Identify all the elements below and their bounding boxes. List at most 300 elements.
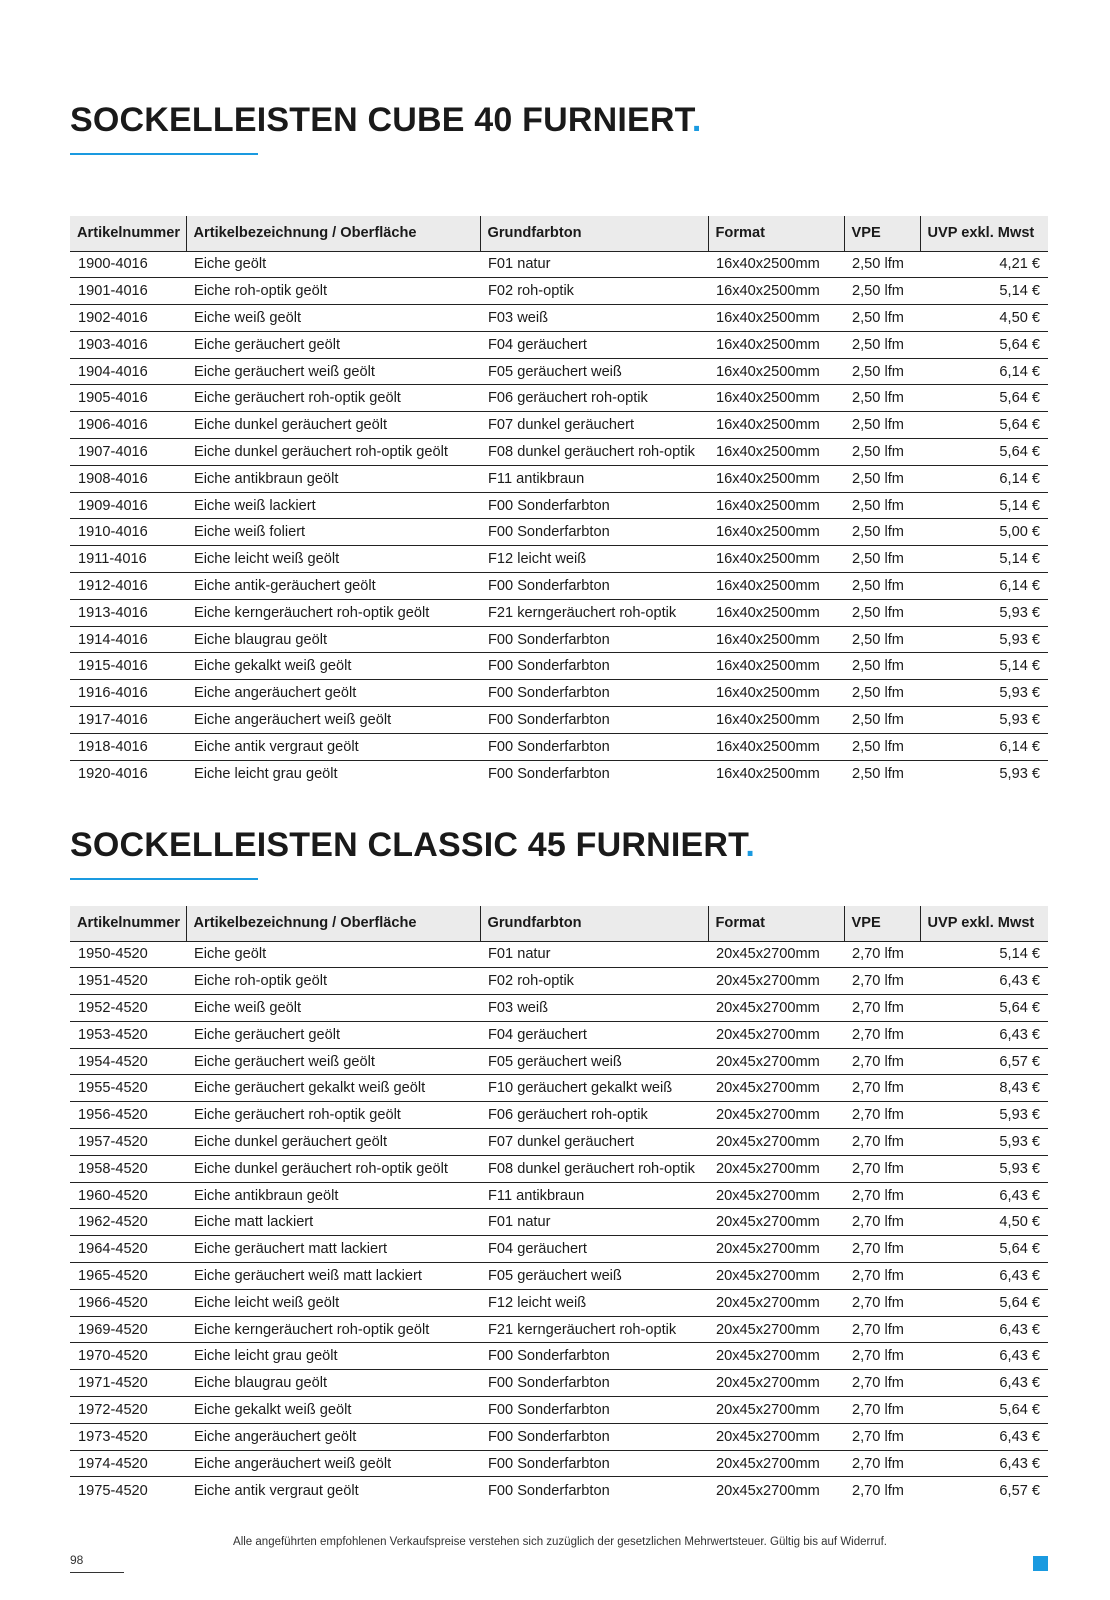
header-grundfarbton: Grundfarbton <box>480 906 708 941</box>
cell-uvp: 5,64 € <box>920 1289 1048 1316</box>
table-row <box>70 251 1048 278</box>
cell-format: 16x40x2500mm <box>708 680 844 707</box>
cell-format: 20x45x2700mm <box>708 1263 844 1290</box>
cell-artikelbezeichnung: Eiche antikbraun geölt <box>186 465 480 492</box>
table-row <box>70 995 1048 1022</box>
table-row <box>70 1209 1048 1236</box>
cell-artikelbezeichnung: Eiche geölt <box>186 251 480 278</box>
cell-vpe: 2,70 lfm <box>844 1155 920 1182</box>
header-grundfarbton: Grundfarbton <box>480 216 708 251</box>
cell-format: 16x40x2500mm <box>708 278 844 305</box>
table-row <box>70 519 1048 546</box>
cell-artikelnummer: 1974-4520 <box>70 1450 186 1477</box>
cell-format: 16x40x2500mm <box>708 519 844 546</box>
table-header-row <box>70 906 1048 941</box>
cell-artikelnummer: 1912-4016 <box>70 573 186 600</box>
cell-artikelnummer: 1969-4520 <box>70 1316 186 1343</box>
cell-grundfarbton: F06 geräuchert roh-optik <box>480 385 708 412</box>
cell-grundfarbton: F21 kerngeräuchert roh-optik <box>480 1316 708 1343</box>
cell-artikelnummer: 1909-4016 <box>70 492 186 519</box>
cell-vpe: 2,70 lfm <box>844 1397 920 1424</box>
table-row <box>70 1182 1048 1209</box>
table-header-row <box>70 216 1048 251</box>
cell-uvp: 5,93 € <box>920 707 1048 734</box>
cell-format: 20x45x2700mm <box>708 1102 844 1129</box>
cell-uvp: 5,64 € <box>920 439 1048 466</box>
cell-uvp: 5,64 € <box>920 1397 1048 1424</box>
cell-artikelnummer: 1960-4520 <box>70 1182 186 1209</box>
cell-format: 16x40x2500mm <box>708 546 844 573</box>
cell-format: 16x40x2500mm <box>708 251 844 278</box>
table-row <box>70 1477 1048 1504</box>
cell-grundfarbton: F06 geräuchert roh-optik <box>480 1102 708 1129</box>
cell-vpe: 2,70 lfm <box>844 941 920 968</box>
cell-uvp: 6,43 € <box>920 1450 1048 1477</box>
table-row <box>70 305 1048 332</box>
table-row <box>70 1316 1048 1343</box>
cell-uvp: 6,43 € <box>920 1021 1048 1048</box>
cell-grundfarbton: F03 weiß <box>480 305 708 332</box>
cell-artikelbezeichnung: Eiche geräuchert gekalkt weiß geölt <box>186 1075 480 1102</box>
cell-grundfarbton: F12 leicht weiß <box>480 1289 708 1316</box>
cell-uvp: 5,14 € <box>920 941 1048 968</box>
cell-format: 16x40x2500mm <box>708 573 844 600</box>
footer-note: Alle angeführten empfohlenen Verkaufspreise verstehen sich zuzüglich der gesetzlichen Mehrwertsteuer. Gültig bis auf Widerruf. <box>233 1536 887 1548</box>
cell-format: 16x40x2500mm <box>708 412 844 439</box>
cell-artikelnummer: 1973-4520 <box>70 1423 186 1450</box>
cell-grundfarbton: F07 dunkel geräuchert <box>480 1129 708 1156</box>
section-title-cube-40: SOCKELLEISTEN CUBE 40 FURNIERT. <box>70 101 702 139</box>
header-format: Format <box>708 906 844 941</box>
cell-vpe: 2,70 lfm <box>844 1075 920 1102</box>
cell-format: 20x45x2700mm <box>708 1075 844 1102</box>
cell-format: 20x45x2700mm <box>708 1289 844 1316</box>
cell-vpe: 2,50 lfm <box>844 519 920 546</box>
cell-grundfarbton: F03 weiß <box>480 995 708 1022</box>
table-row <box>70 707 1048 734</box>
cell-vpe: 2,70 lfm <box>844 1289 920 1316</box>
cell-artikelnummer: 1950-4520 <box>70 941 186 968</box>
cell-artikelnummer: 1917-4016 <box>70 707 186 734</box>
table-row <box>70 1021 1048 1048</box>
table-row <box>70 439 1048 466</box>
cell-grundfarbton: F10 geräuchert gekalkt weiß <box>480 1075 708 1102</box>
cell-uvp: 5,93 € <box>920 1102 1048 1129</box>
cell-artikelbezeichnung: Eiche geräuchert weiß geölt <box>186 358 480 385</box>
header-vpe: VPE <box>844 216 920 251</box>
cell-vpe: 2,70 lfm <box>852 1482 904 1499</box>
table-row <box>70 546 1048 573</box>
cell-grundfarbton: F00 Sonderfarbton <box>480 1397 708 1424</box>
cell-uvp: 6,43 € <box>920 968 1048 995</box>
cell-uvp: 6,14 € <box>920 358 1048 385</box>
cell-uvp: 6,43 € <box>920 1182 1048 1209</box>
cell-format: 20x45x2700mm <box>716 1482 820 1499</box>
cell-artikelbezeichnung: Eiche geölt <box>186 941 480 968</box>
cell-format: 20x45x2700mm <box>708 995 844 1022</box>
header-artikelnummer: Artikelnummer <box>70 216 186 251</box>
table-row <box>70 1343 1048 1370</box>
cell-vpe: 2,50 lfm <box>844 412 920 439</box>
cell-uvp: 6,14 € <box>920 465 1048 492</box>
cell-artikelnummer: 1954-4520 <box>70 1048 186 1075</box>
cell-vpe: 2,70 lfm <box>844 995 920 1022</box>
cell-format: 20x45x2700mm <box>708 1397 844 1424</box>
cell-artikelbezeichnung: Eiche angeräuchert geölt <box>186 1423 480 1450</box>
table-row <box>70 358 1048 385</box>
cell-grundfarbton: F02 roh-optik <box>480 278 708 305</box>
table-row <box>70 1423 1048 1450</box>
cell-uvp: 6,43 € <box>920 1263 1048 1290</box>
cell-artikelbezeichnung: Eiche geräuchert weiß geölt <box>186 1048 480 1075</box>
cell-format: 16x40x2500mm <box>708 305 844 332</box>
cell-artikelnummer: 1962-4520 <box>70 1209 186 1236</box>
cell-artikelbezeichnung: Eiche gekalkt weiß geölt <box>186 1397 480 1424</box>
cell-artikelbezeichnung: Eiche weiß geölt <box>186 995 480 1022</box>
cell-format: 16x40x2500mm <box>716 765 820 782</box>
cell-artikelbezeichnung: Eiche angeräuchert geölt <box>186 680 480 707</box>
cell-vpe: 2,50 lfm <box>844 465 920 492</box>
header-artikelnummer: Artikelnummer <box>70 906 186 941</box>
cell-artikelnummer: 1972-4520 <box>70 1397 186 1424</box>
cell-format: 20x45x2700mm <box>708 1182 844 1209</box>
cell-artikelnummer: 1916-4016 <box>70 680 186 707</box>
cell-vpe: 2,50 lfm <box>844 599 920 626</box>
header-vpe: VPE <box>844 906 920 941</box>
cell-grundfarbton: F04 geräuchert <box>480 1021 708 1048</box>
cell-uvp: 6,57 € <box>999 1482 1040 1499</box>
header-uvp: UVP exkl. Mwst <box>920 906 1048 941</box>
cell-artikelbezeichnung: Eiche antikbraun geölt <box>186 1182 480 1209</box>
cell-artikelnummer: 1918-4016 <box>70 733 186 760</box>
cell-artikelbezeichnung: Eiche dunkel geräuchert geölt <box>186 412 480 439</box>
table-row <box>70 626 1048 653</box>
cell-artikelnummer: 1955-4520 <box>70 1075 186 1102</box>
cell-uvp: 5,14 € <box>920 492 1048 519</box>
cell-grundfarbton: F00 Sonderfarbton <box>480 573 708 600</box>
cell-vpe: 2,50 lfm <box>844 546 920 573</box>
table-row <box>70 385 1048 412</box>
cell-vpe: 2,70 lfm <box>844 1021 920 1048</box>
cell-uvp: 5,93 € <box>920 599 1048 626</box>
cell-artikelnummer: 1958-4520 <box>70 1155 186 1182</box>
cell-artikelbezeichnung: Eiche antik vergraut geölt <box>186 733 480 760</box>
cell-artikelnummer: 1970-4520 <box>70 1343 186 1370</box>
cell-format: 16x40x2500mm <box>708 707 844 734</box>
cell-artikelnummer: 1975-4520 <box>78 1482 148 1499</box>
table-row <box>70 968 1048 995</box>
cell-format: 20x45x2700mm <box>708 1129 844 1156</box>
cell-vpe: 2,50 lfm <box>844 653 920 680</box>
cell-uvp: 6,43 € <box>920 1343 1048 1370</box>
header-uvp: UVP exkl. Mwst <box>920 216 1048 251</box>
cell-uvp: 6,43 € <box>920 1370 1048 1397</box>
table-row <box>70 680 1048 707</box>
cell-artikelnummer: 1900-4016 <box>70 251 186 278</box>
cell-artikelbezeichnung: Eiche geräuchert geölt <box>186 331 480 358</box>
cell-format: 20x45x2700mm <box>708 1343 844 1370</box>
cell-artikelbezeichnung: Eiche angeräuchert weiß geölt <box>186 1450 480 1477</box>
cell-format: 16x40x2500mm <box>708 385 844 412</box>
cell-vpe: 2,70 lfm <box>844 1236 920 1263</box>
cell-vpe: 2,50 lfm <box>844 733 920 760</box>
cell-uvp: 5,64 € <box>920 385 1048 412</box>
cell-grundfarbton: F05 geräuchert weiß <box>480 1048 708 1075</box>
cell-vpe: 2,50 lfm <box>844 278 920 305</box>
table-row <box>70 760 1048 787</box>
cell-artikelbezeichnung: Eiche leicht weiß geölt <box>186 546 480 573</box>
cell-artikelbezeichnung: Eiche gekalkt weiß geölt <box>186 653 480 680</box>
cell-grundfarbton: F00 Sonderfarbton <box>480 626 708 653</box>
cell-artikelbezeichnung: Eiche dunkel geräuchert geölt <box>186 1129 480 1156</box>
cell-artikelnummer: 1953-4520 <box>70 1021 186 1048</box>
cell-artikelbezeichnung: Eiche weiß geölt <box>186 305 480 332</box>
cell-format: 16x40x2500mm <box>708 733 844 760</box>
table-row <box>70 1263 1048 1290</box>
cell-artikelbezeichnung: Eiche leicht weiß geölt <box>186 1289 480 1316</box>
cell-grundfarbton: F02 roh-optik <box>480 968 708 995</box>
cell-uvp: 6,43 € <box>920 1316 1048 1343</box>
table-row <box>70 1450 1048 1477</box>
cell-vpe: 2,70 lfm <box>844 1450 920 1477</box>
cell-grundfarbton: F05 geräuchert weiß <box>480 1263 708 1290</box>
price-table-classic-45 <box>70 906 1048 1504</box>
cell-grundfarbton: F21 kerngeräuchert roh-optik <box>480 599 708 626</box>
title-accent-dot: . <box>745 826 756 864</box>
cell-grundfarbton: F12 leicht weiß <box>480 546 708 573</box>
table-row <box>70 599 1048 626</box>
cell-artikelbezeichnung: Eiche blaugrau geölt <box>186 1370 480 1397</box>
cell-grundfarbton: F01 natur <box>480 251 708 278</box>
cell-format: 20x45x2700mm <box>708 941 844 968</box>
cell-vpe: 2,70 lfm <box>844 1209 920 1236</box>
cell-artikelnummer: 1971-4520 <box>70 1370 186 1397</box>
table-row <box>70 573 1048 600</box>
cell-artikelnummer: 1951-4520 <box>70 968 186 995</box>
cell-uvp: 8,43 € <box>920 1075 1048 1102</box>
cell-format: 20x45x2700mm <box>708 1423 844 1450</box>
cell-grundfarbton: F00 Sonderfarbton <box>480 492 708 519</box>
cell-artikelbezeichnung: Eiche antik vergraut geölt <box>194 1482 359 1499</box>
cell-uvp: 6,43 € <box>920 1423 1048 1450</box>
cell-uvp: 5,93 € <box>920 626 1048 653</box>
cell-artikelbezeichnung: Eiche antik-geräuchert geölt <box>186 573 480 600</box>
cell-artikelbezeichnung: Eiche roh-optik geölt <box>186 968 480 995</box>
cell-artikelnummer: 1914-4016 <box>70 626 186 653</box>
price-table-cube-40 <box>70 216 1048 787</box>
table-row <box>70 733 1048 760</box>
cell-grundfarbton: F07 dunkel geräuchert <box>480 412 708 439</box>
cell-artikelbezeichnung: Eiche leicht grau geölt <box>186 1343 480 1370</box>
cell-artikelbezeichnung: Eiche geräuchert roh-optik geölt <box>186 1102 480 1129</box>
cell-artikelbezeichnung: Eiche geräuchert geölt <box>186 1021 480 1048</box>
cell-format: 20x45x2700mm <box>708 1316 844 1343</box>
cell-uvp: 5,93 € <box>999 765 1040 782</box>
cell-artikelnummer: 1920-4016 <box>78 765 148 782</box>
cell-artikelnummer: 1901-4016 <box>70 278 186 305</box>
cell-format: 20x45x2700mm <box>708 1370 844 1397</box>
cell-artikelbezeichnung: Eiche matt lackiert <box>186 1209 480 1236</box>
table-row <box>70 1048 1048 1075</box>
cell-vpe: 2,70 lfm <box>844 1343 920 1370</box>
cell-uvp: 5,14 € <box>920 546 1048 573</box>
cell-grundfarbton: F01 natur <box>480 941 708 968</box>
cell-uvp: 5,64 € <box>920 1236 1048 1263</box>
table-row <box>70 1155 1048 1182</box>
table-row <box>70 1370 1048 1397</box>
table-row <box>70 1102 1048 1129</box>
cell-vpe: 2,70 lfm <box>844 1370 920 1397</box>
page-number-underline <box>70 1572 124 1573</box>
cell-vpe: 2,50 lfm <box>844 385 920 412</box>
cell-grundfarbton: F00 Sonderfarbton <box>480 733 708 760</box>
cell-vpe: 2,70 lfm <box>844 1129 920 1156</box>
cell-artikelnummer: 1913-4016 <box>70 599 186 626</box>
table-row <box>70 331 1048 358</box>
cell-grundfarbton: F00 Sonderfarbton <box>488 1482 610 1499</box>
table-row <box>70 412 1048 439</box>
cell-format: 20x45x2700mm <box>708 1155 844 1182</box>
cell-artikelbezeichnung: Eiche geräuchert weiß matt lackiert <box>186 1263 480 1290</box>
cell-grundfarbton: F04 geräuchert <box>480 331 708 358</box>
cell-format: 20x45x2700mm <box>708 1048 844 1075</box>
cell-artikelnummer: 1965-4520 <box>70 1263 186 1290</box>
table-row <box>70 941 1048 968</box>
cell-artikelbezeichnung: Eiche blaugrau geölt <box>186 626 480 653</box>
title-underline <box>70 153 258 155</box>
cell-grundfarbton: F08 dunkel geräuchert roh-optik <box>480 439 708 466</box>
cell-artikelbezeichnung: Eiche angeräuchert weiß geölt <box>186 707 480 734</box>
header-format: Format <box>708 216 844 251</box>
cell-grundfarbton: F08 dunkel geräuchert roh-optik <box>480 1155 708 1182</box>
cell-artikelnummer: 1964-4520 <box>70 1236 186 1263</box>
cell-artikelnummer: 1902-4016 <box>70 305 186 332</box>
header-artikelbezeichnung: Artikelbezeichnung / Oberfläche <box>186 906 480 941</box>
cell-vpe: 2,50 lfm <box>844 358 920 385</box>
cell-vpe: 2,70 lfm <box>844 1423 920 1450</box>
cell-grundfarbton: F00 Sonderfarbton <box>480 1370 708 1397</box>
table-row <box>70 1075 1048 1102</box>
cell-format: 16x40x2500mm <box>708 599 844 626</box>
corner-accent-square <box>1033 1556 1048 1571</box>
cell-artikelnummer: 1966-4520 <box>70 1289 186 1316</box>
cell-artikelnummer: 1956-4520 <box>70 1102 186 1129</box>
cell-vpe: 2,50 lfm <box>844 492 920 519</box>
cell-format: 16x40x2500mm <box>708 439 844 466</box>
table-row <box>70 1397 1048 1424</box>
cell-format: 16x40x2500mm <box>708 653 844 680</box>
title-underline <box>70 878 258 880</box>
cell-format: 20x45x2700mm <box>708 1450 844 1477</box>
cell-uvp: 5,64 € <box>920 995 1048 1022</box>
cell-artikelnummer: 1904-4016 <box>70 358 186 385</box>
cell-grundfarbton: F11 antikbraun <box>480 1182 708 1209</box>
cell-grundfarbton: F00 Sonderfarbton <box>480 707 708 734</box>
cell-artikelbezeichnung: Eiche roh-optik geölt <box>186 278 480 305</box>
cell-vpe: 2,70 lfm <box>844 1263 920 1290</box>
cell-grundfarbton: F04 geräuchert <box>480 1236 708 1263</box>
cell-vpe: 2,70 lfm <box>844 1102 920 1129</box>
cell-vpe: 2,50 lfm <box>852 765 904 782</box>
cell-uvp: 6,14 € <box>920 573 1048 600</box>
table-row <box>70 278 1048 305</box>
cell-grundfarbton: F01 natur <box>480 1209 708 1236</box>
table-row <box>70 653 1048 680</box>
cell-format: 20x45x2700mm <box>708 1236 844 1263</box>
cell-artikelbezeichnung: Eiche dunkel geräuchert roh-optik geölt <box>186 439 480 466</box>
table-row <box>70 1129 1048 1156</box>
cell-vpe: 2,70 lfm <box>844 1048 920 1075</box>
cell-vpe: 2,70 lfm <box>844 1316 920 1343</box>
cell-vpe: 2,50 lfm <box>844 707 920 734</box>
cell-artikelnummer: 1907-4016 <box>70 439 186 466</box>
cell-artikelnummer: 1910-4016 <box>70 519 186 546</box>
table-row <box>70 492 1048 519</box>
cell-artikelbezeichnung: Eiche leicht grau geölt <box>194 765 338 782</box>
cell-uvp: 5,93 € <box>920 1155 1048 1182</box>
cell-artikelbezeichnung: Eiche kerngeräuchert roh-optik geölt <box>186 599 480 626</box>
cell-format: 16x40x2500mm <box>708 331 844 358</box>
cell-vpe: 2,50 lfm <box>844 626 920 653</box>
cell-uvp: 4,50 € <box>920 1209 1048 1236</box>
cell-grundfarbton: F05 geräuchert weiß <box>480 358 708 385</box>
cell-uvp: 5,93 € <box>920 680 1048 707</box>
table-row <box>70 1236 1048 1263</box>
table-row <box>70 465 1048 492</box>
cell-uvp: 5,14 € <box>920 653 1048 680</box>
cell-format: 16x40x2500mm <box>708 465 844 492</box>
cell-artikelnummer: 1915-4016 <box>70 653 186 680</box>
cell-vpe: 2,70 lfm <box>844 968 920 995</box>
cell-artikelbezeichnung: Eiche weiß foliert <box>186 519 480 546</box>
cell-uvp: 6,57 € <box>920 1048 1048 1075</box>
title-accent-dot: . <box>691 101 702 139</box>
cell-artikelnummer: 1952-4520 <box>70 995 186 1022</box>
section-title-classic-45: SOCKELLEISTEN CLASSIC 45 FURNIERT. <box>70 826 756 864</box>
cell-vpe: 2,50 lfm <box>844 305 920 332</box>
cell-vpe: 2,50 lfm <box>844 680 920 707</box>
cell-artikelnummer: 1905-4016 <box>70 385 186 412</box>
cell-vpe: 2,70 lfm <box>844 1182 920 1209</box>
cell-artikelbezeichnung: Eiche kerngeräuchert roh-optik geölt <box>186 1316 480 1343</box>
cell-artikelnummer: 1908-4016 <box>70 465 186 492</box>
header-artikelbezeichnung: Artikelbezeichnung / Oberfläche <box>186 216 480 251</box>
cell-format: 16x40x2500mm <box>708 626 844 653</box>
cell-vpe: 2,50 lfm <box>844 439 920 466</box>
cell-vpe: 2,50 lfm <box>844 573 920 600</box>
cell-artikelnummer: 1957-4520 <box>70 1129 186 1156</box>
cell-uvp: 6,14 € <box>920 733 1048 760</box>
cell-artikelbezeichnung: Eiche weiß lackiert <box>186 492 480 519</box>
cell-vpe: 2,50 lfm <box>844 251 920 278</box>
cell-format: 16x40x2500mm <box>708 492 844 519</box>
cell-uvp: 4,50 € <box>920 305 1048 332</box>
cell-format: 20x45x2700mm <box>708 1021 844 1048</box>
cell-artikelbezeichnung: Eiche geräuchert roh-optik geölt <box>186 385 480 412</box>
cell-uvp: 5,14 € <box>920 278 1048 305</box>
cell-format: 20x45x2700mm <box>708 968 844 995</box>
cell-uvp: 5,64 € <box>920 331 1048 358</box>
cell-grundfarbton: F00 Sonderfarbton <box>480 680 708 707</box>
cell-vpe: 2,50 lfm <box>844 331 920 358</box>
cell-grundfarbton: F00 Sonderfarbton <box>480 653 708 680</box>
page-number: 98 <box>70 1553 84 1567</box>
cell-uvp: 4,21 € <box>920 251 1048 278</box>
cell-artikelnummer: 1911-4016 <box>70 546 186 573</box>
cell-uvp: 5,64 € <box>920 412 1048 439</box>
cell-grundfarbton: F00 Sonderfarbton <box>480 519 708 546</box>
cell-grundfarbton: F00 Sonderfarbton <box>480 1450 708 1477</box>
